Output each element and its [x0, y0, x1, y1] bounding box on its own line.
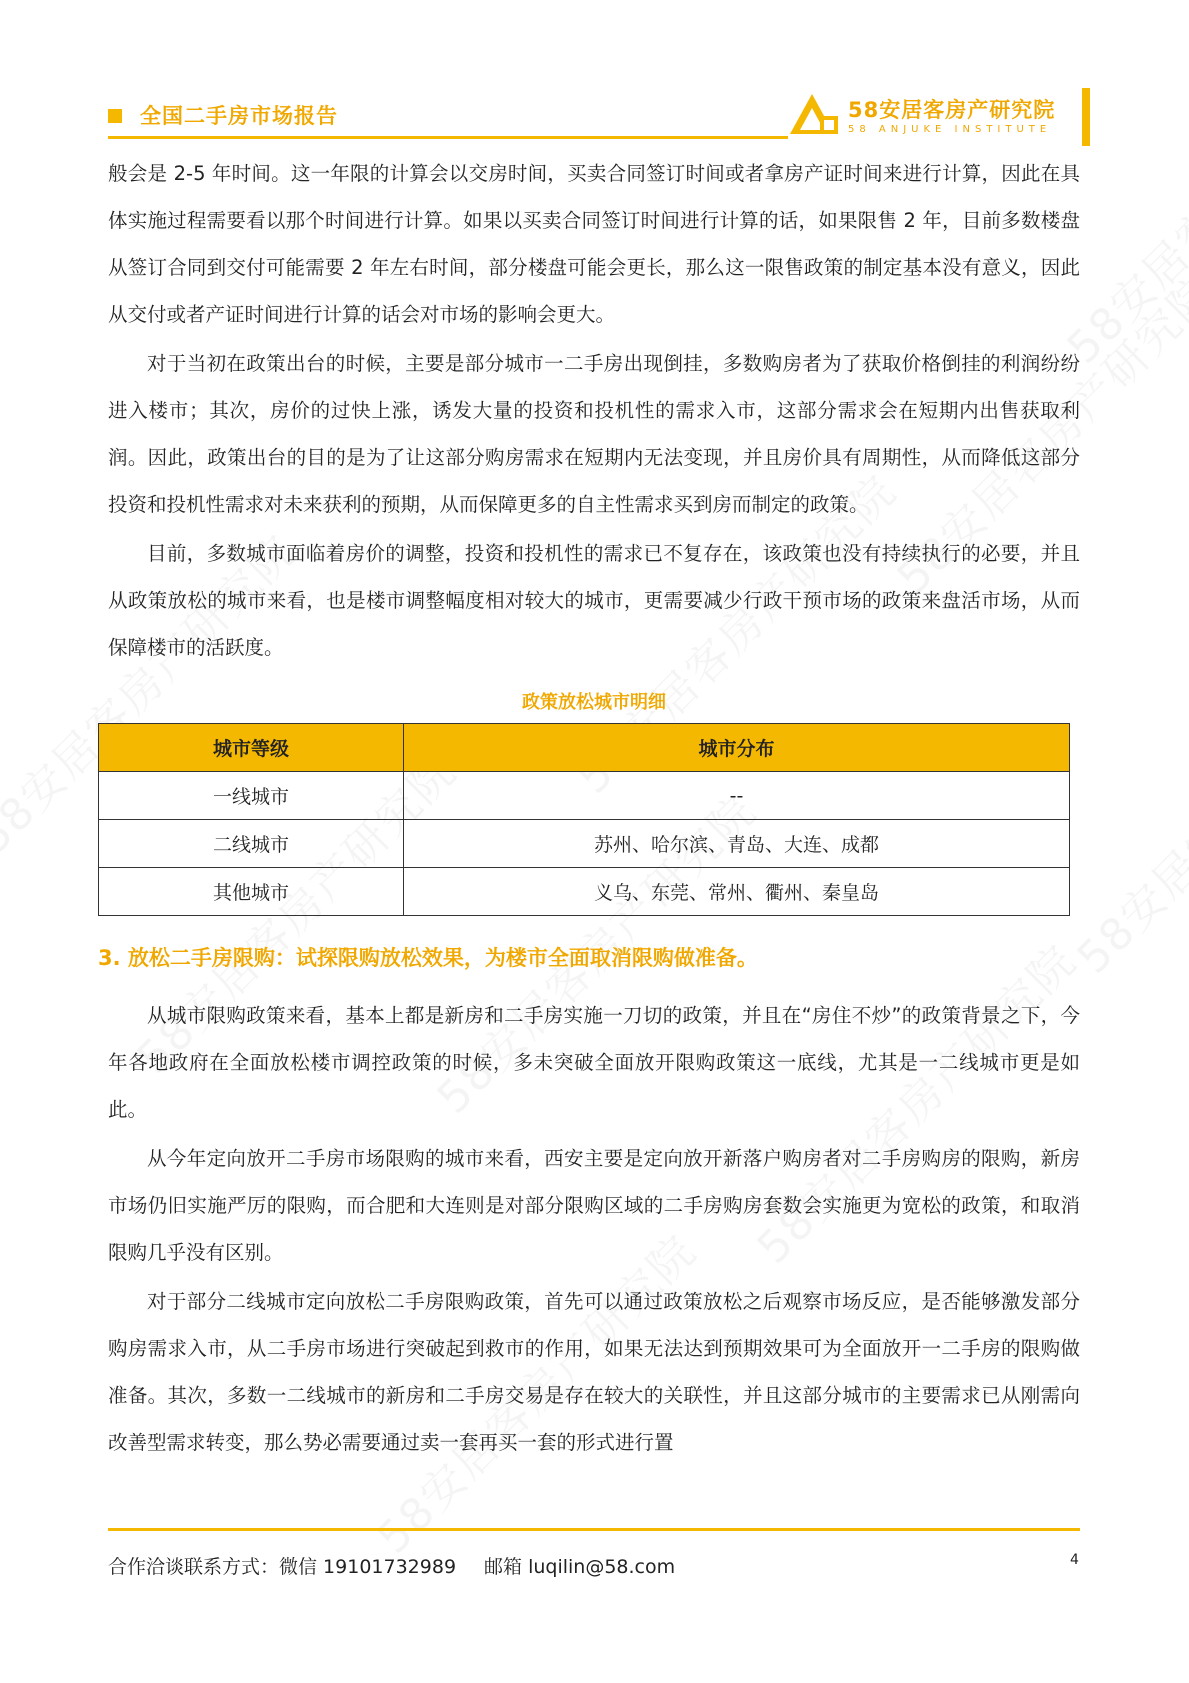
city-list-cell: 义乌、东莞、常州、衢州、秦皇岛	[404, 868, 1070, 916]
policy-city-table	[98, 723, 1070, 916]
logo-title: 58安居客房产研究院	[848, 98, 1056, 122]
logo-subtitle: 58 ANJUKE INSTITUTE	[848, 124, 1052, 135]
paragraph: 从今年定向放开二手房市场限购的城市来看，西安主要是定向放开新落户购房者对二手房购房的限购，新房市场仍旧实施严厉的限购，而合肥和大连则是对部分限购区域的二手房购房套数会实施更为宽松的政策，和取消限购几乎没有区别。	[108, 1147, 1080, 1264]
city-tier-cell: 其他城市	[99, 868, 404, 916]
institute-logo	[790, 92, 1060, 142]
page-number: 4	[1070, 1552, 1079, 1568]
contact-email: 邮箱 luqilin@58.com	[484, 1556, 676, 1578]
report-title: 全国二手房市场报告	[140, 104, 338, 128]
contact-label: 合作洽谈联系方式：	[108, 1556, 280, 1578]
paragraph: 般会是 2-5 年时间。这一年限的计算会以交房时间，买卖合同签订时间或者拿房产证时间来进行计算，因此在具体实施过程需要看以那个时间进行计算。如果以买卖合同签订时间进行计算的话，如果限售 2 年，目前多数楼盘从签订合同到交付可能需要 2 年左右时间，部分楼盘可能会更长，那么这一限售政策的制定基本没有意义，因此从交付或者产证时间进行计算的话会对市场的影响会更大。	[108, 162, 1080, 326]
paragraph: 对于当初在政策出台的时候，主要是部分城市一二手房出现倒挂，多数购房者为了获取价格倒挂的利润纷纷进入楼市；其次，房价的过快上涨，诱发大量的投资和投机性的需求入市，这部分需求会在短期内出售获取利润。因此，政策出台的目的是为了让这部分购房需求在短期内无法变现，并且房价具有周期性，从而降低这部分投资和投机性需求对未来获利的预期，从而保障更多的自主性需求买到房而制定的政策。	[108, 352, 1080, 516]
table-header-row	[99, 724, 1070, 772]
city-tier-cell: 一线城市	[99, 772, 404, 820]
header-accent-bar	[1082, 88, 1090, 146]
section-heading: 3. 放松二手房限购：试探限购放松效果，为楼市全面取消限购做准备。	[98, 946, 758, 970]
table-title: 政策放松城市明细	[522, 692, 666, 713]
column-header: 城市等级	[99, 724, 404, 772]
footer-divider	[108, 1528, 1080, 1531]
column-header: 城市分布	[404, 724, 1070, 772]
header-divider	[108, 136, 788, 139]
page-header	[108, 84, 1082, 144]
footer-contact	[108, 1552, 703, 1579]
city-tier-cell: 二线城市	[99, 820, 404, 868]
contact-wechat: 微信 19101732989	[279, 1556, 457, 1578]
city-list-cell: 苏州、哈尔滨、青岛、大连、成都	[404, 820, 1070, 868]
table-row	[99, 772, 1070, 820]
city-list-cell: --	[404, 772, 1070, 820]
header-bullet-icon	[108, 109, 122, 123]
paragraph: 从城市限购政策来看，基本上都是新房和二手房实施一刀切的政策，并且在“房住不炒”的政策背景之下，今年各地政府在全面放松楼市调控政策的时候，多未突破全面放开限购政策这一底线，尤其是一二线城市更是如此。	[108, 1004, 1080, 1121]
main-content	[98, 150, 1080, 1468]
paragraph: 对于部分二线城市定向放松二手房限购政策，首先可以通过政策放松之后观察市场反应，是否能够激发部分购房需求入市，从二手房市场进行突破起到救市的作用，如果无法达到预期效果可为全面放开一二手房的限购做准备。其次，多数一二线城市的新房和二手房交易是存在较大的关联性，并且这部分城市的主要需求已从刚需向改善型需求转变，那么势必需要通过卖一套再买一套的形式进行置	[108, 1290, 1080, 1454]
table-row	[99, 820, 1070, 868]
paragraph: 目前，多数城市面临着房价的调整，投资和投机性的需求已不复存在，该政策也没有持续执行的必要，并且从政策放松的城市来看，也是楼市调整幅度相对较大的城市，更需要减少行政干预市场的政策来盘活市场，从而保障楼市的活跃度。	[108, 542, 1080, 659]
logo-triangle-icon	[790, 92, 842, 136]
table-row	[99, 868, 1070, 916]
